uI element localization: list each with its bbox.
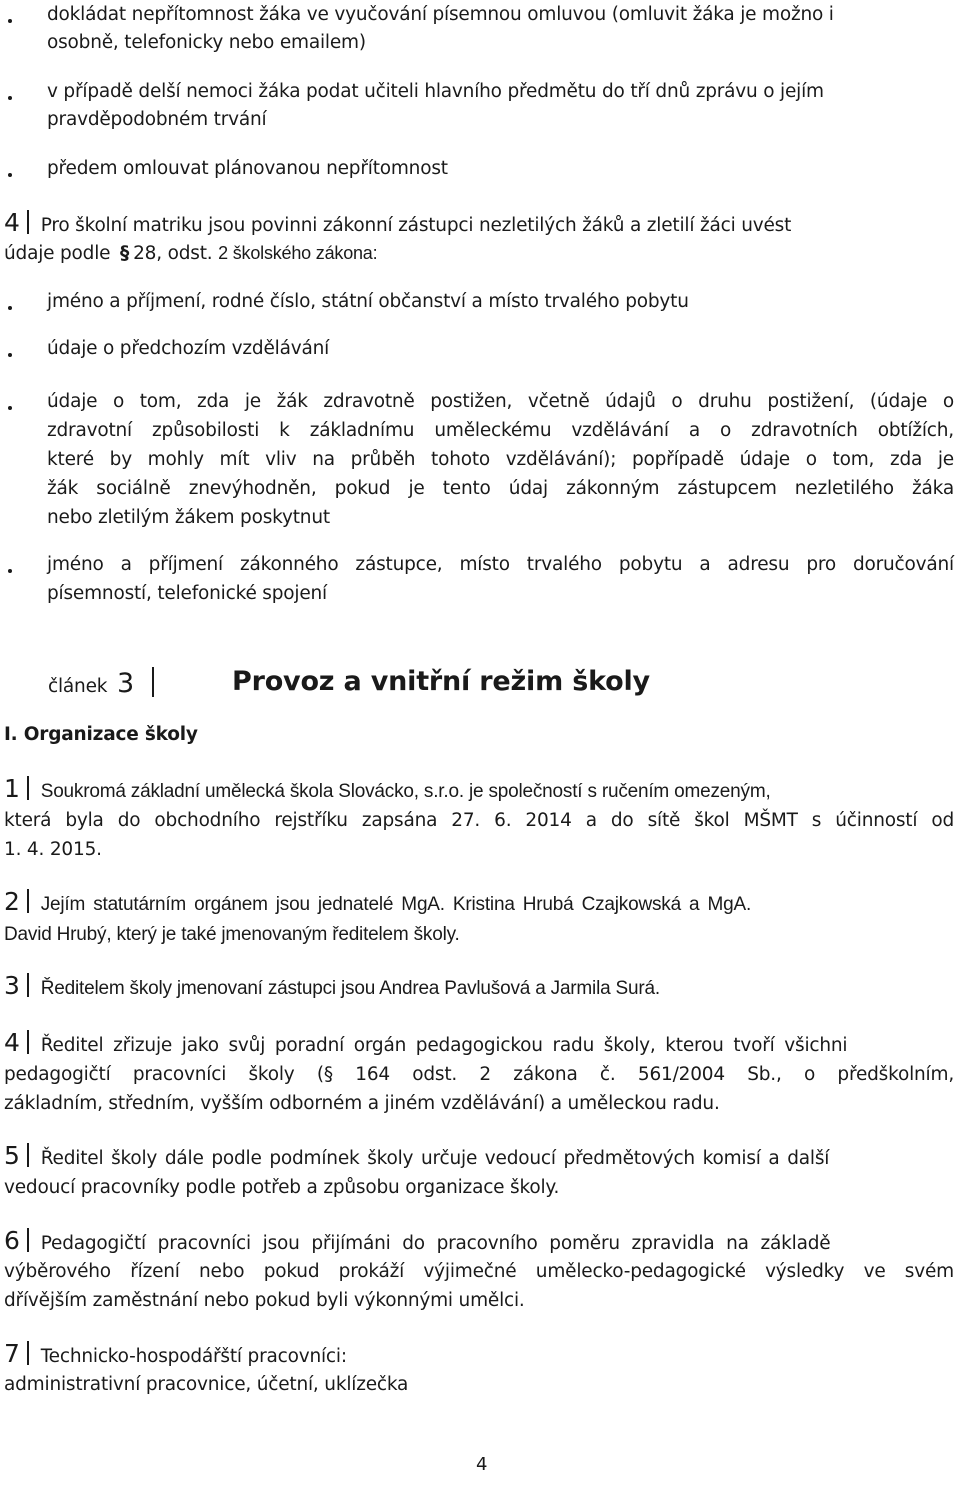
paragraph-4 bbox=[4, 1030, 847, 1056]
bullet-icon bbox=[8, 96, 12, 100]
paragraph-text: dřívějším zaměstnání nebo pokud byli výkonnými umělci. bbox=[4, 1290, 525, 1311]
bullet-text: údaje o tom, zda je žák zdravotně postižen, včetně údajů o druhu postižení, (údaje o bbox=[47, 391, 954, 412]
paragraph-text: základním, středním, vyšším odborném a jiném vzdělávání) a uměleckou radu. bbox=[4, 1093, 720, 1114]
section-symbol: § bbox=[120, 243, 130, 264]
paragraph-text: 1. 4. 2015. bbox=[4, 839, 102, 860]
bullet-text: které by mohly mít vliv na průběh tohoto vzdělávání); popřípadě údaje o tom, zda je bbox=[47, 449, 954, 470]
bullet-icon bbox=[8, 569, 12, 573]
section-heading: I. Organizace školy bbox=[4, 724, 198, 745]
paragraph-text: Ředitelem školy jmenovaní zástupci jsou Andrea Pavlušová a Jarmila Surá. bbox=[40, 978, 660, 999]
article-label: článek bbox=[48, 676, 108, 697]
divider bbox=[152, 667, 154, 697]
divider bbox=[27, 1228, 29, 1252]
bullet-text: dokládat nepřítomnost žáka ve vyučování písemnou omluvou (omluvit žáka je možno i bbox=[47, 4, 834, 25]
paragraph-number: 6 bbox=[4, 1226, 20, 1255]
divider bbox=[27, 889, 29, 913]
paragraph-6 bbox=[4, 1228, 830, 1254]
bullet-text: pravděpodobném trvání bbox=[47, 109, 267, 130]
paragraph-2 bbox=[4, 889, 751, 915]
paragraph-number: 1 bbox=[4, 774, 20, 803]
paragraph-7 bbox=[4, 1341, 347, 1367]
article-heading bbox=[48, 667, 154, 697]
paragraph-text: Jejím statutárním orgánem jsou jednatelé MgA. Kristina Hrubá Czajkowská a MgA. bbox=[40, 894, 752, 915]
paragraph-number: 2 bbox=[4, 887, 20, 916]
divider bbox=[27, 1143, 29, 1167]
divider bbox=[27, 776, 29, 800]
paragraph-text: Ředitel zřizuje jako svůj poradní orgán pedagogickou radu školy, kterou tvoří všichni bbox=[40, 1035, 848, 1056]
paragraph-3 bbox=[4, 973, 660, 999]
paragraph-text: která byla do obchodního rejstříku zapsána 27. 6. 2014 a do sítě škol MŠMT s účinností od bbox=[4, 810, 954, 831]
point-4 bbox=[4, 210, 791, 236]
bullet-text: v případě delší nemoci žáka podat učiteli hlavního předmětu do tří dnů zprávu o jejím bbox=[47, 81, 824, 102]
paragraph-text: David Hrubý, který je také jmenovaným ředitelem školy. bbox=[4, 924, 460, 945]
paragraph-text: Soukromá základní umělecká škola Slovácko, s.r.o. je společností s ručením omezeným, bbox=[40, 781, 771, 802]
bullet-icon bbox=[8, 173, 12, 177]
bullet-text: písemností, telefonické spojení bbox=[47, 583, 327, 604]
divider bbox=[27, 1341, 29, 1365]
divider bbox=[27, 1030, 29, 1054]
paragraph-text: výběrového řízení nebo pokud prokáží výjimečné umělecko-pedagogické výsledky ve svém bbox=[4, 1261, 954, 1282]
bullet-text: předem omlouvat plánovanou nepřítomnost bbox=[47, 158, 448, 179]
paragraph-1 bbox=[4, 776, 771, 802]
point-number: 4 bbox=[4, 208, 20, 237]
paragraph-number: 7 bbox=[4, 1339, 20, 1368]
divider bbox=[27, 210, 29, 234]
paragraph-5 bbox=[4, 1143, 829, 1169]
bullet-text: jméno a příjmení, rodné číslo, státní občanství a místo trvalého pobytu bbox=[47, 291, 689, 312]
bullet-text: jméno a příjmení zákonného zástupce, místo trvalého pobytu a adresu pro doručování bbox=[47, 554, 954, 575]
divider bbox=[27, 973, 29, 997]
point-text: údaje podle bbox=[4, 243, 111, 264]
article-number: 3 bbox=[116, 668, 134, 699]
point-text: 2 školského zákona: bbox=[218, 243, 378, 263]
article-title: Provoz a vnitřní režim školy bbox=[232, 666, 650, 697]
paragraph-number: 3 bbox=[4, 971, 20, 1000]
paragraph-text: administrativní pracovnice, účetní, uklízečka bbox=[4, 1374, 409, 1395]
bullet-text: nebo zletilým žákem poskytnut bbox=[47, 507, 330, 528]
paragraph-number: 4 bbox=[4, 1028, 20, 1057]
bullet-text: žák sociálně znevýhodněn, pokud je tento údaj zákonným zástupcem nezletilého žáka bbox=[47, 478, 954, 499]
bullet-icon bbox=[8, 19, 12, 23]
point-4-line-2 bbox=[4, 244, 377, 264]
bullet-text: údaje o předchozím vzdělávání bbox=[47, 338, 330, 359]
bullet-icon bbox=[8, 406, 12, 410]
paragraph-number: 5 bbox=[4, 1141, 20, 1170]
bullet-icon bbox=[8, 306, 12, 310]
paragraph-text: Technicko-hospodářští pracovníci: bbox=[40, 1346, 347, 1367]
paragraph-text: pedagogičtí pracovníci školy (§ 164 odst. 2 zákona č. 561/2004 Sb., o předškolním, bbox=[4, 1064, 954, 1085]
point-text: 28, odst. bbox=[133, 243, 213, 264]
page-number: 4 bbox=[476, 1454, 488, 1475]
bullet-icon bbox=[8, 353, 12, 357]
paragraph-text: Pedagogičtí pracovníci jsou přijímáni do pracovního poměru zpravidla na základě bbox=[40, 1233, 831, 1254]
bullet-text: zdravotní způsobilosti k základnímu uměleckému vzdělávání a o zdravotních obtížích, bbox=[47, 420, 954, 441]
point-text: Pro školní matriku jsou povinni zákonní zástupci nezletilých žáků a zletilí žáci uvést bbox=[40, 215, 792, 236]
bullet-text: osobně, telefonicky nebo emailem) bbox=[47, 32, 366, 53]
paragraph-text: Ředitel školy dále podle podmínek školy určuje vedoucí předmětových komisí a další bbox=[40, 1148, 830, 1169]
paragraph-text: vedoucí pracovníky podle potřeb a způsobu organizace školy. bbox=[4, 1177, 560, 1198]
